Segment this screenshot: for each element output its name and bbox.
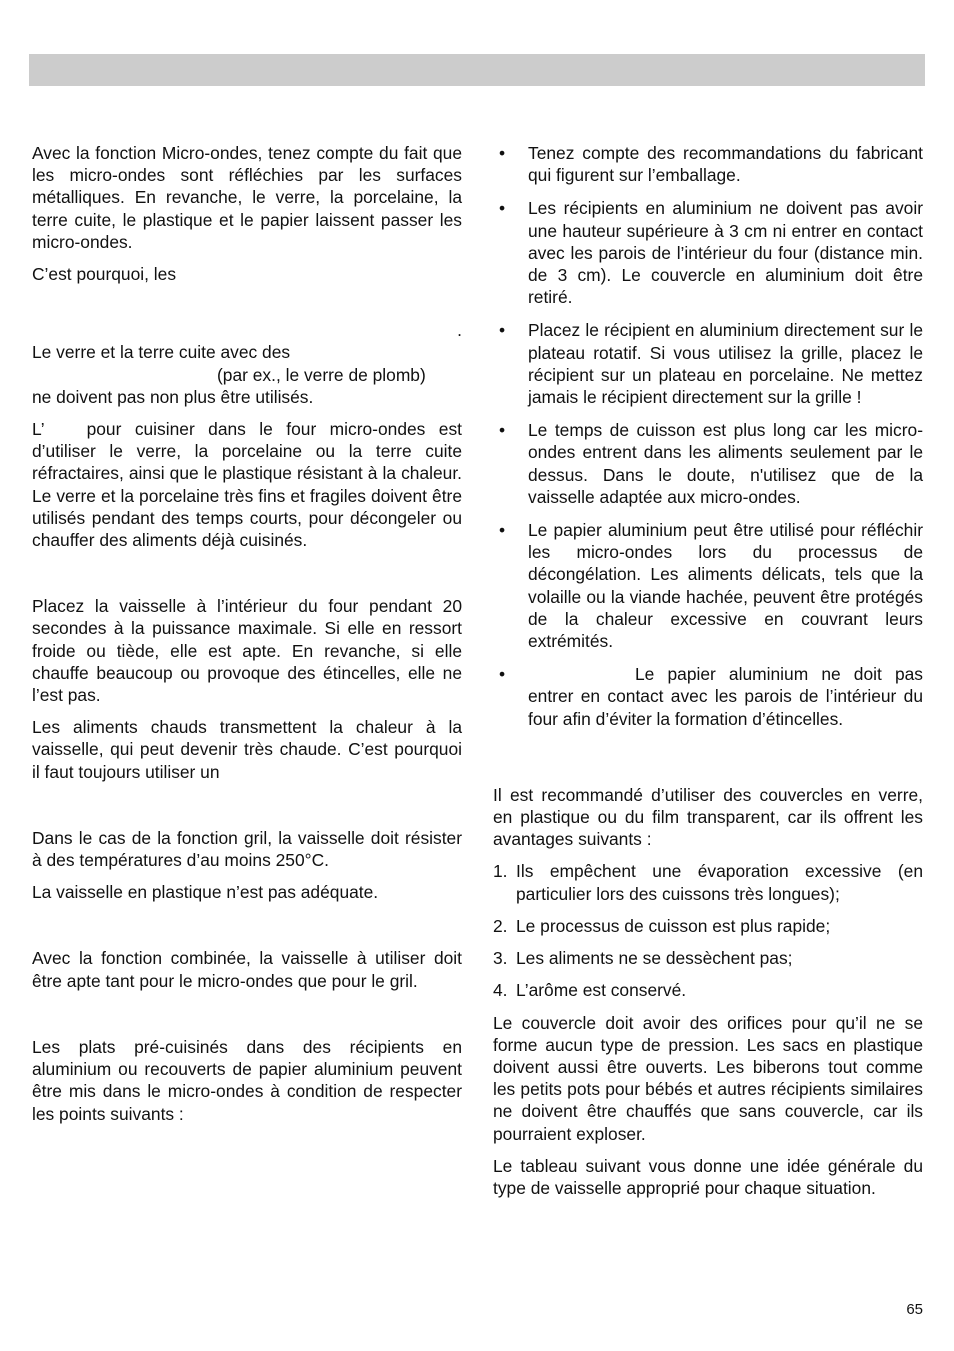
advantages-list [493, 860, 923, 1001]
paragraph-glass-line3: ne doivent pas non plus être utilisés. [32, 386, 314, 407]
paragraph-lid-holes: Le couvercle doit avoir des orifices pour qu’il ne se forme aucun type de pression. Les sacs en plastique doivent aussi être ouverts. Les biberons tout comme les petits pots pour bébés et autres récipients similaires ne doivent être chauffés que sans couvercle, car ils pourraient exploser. [493, 1012, 923, 1144]
page-number: 65 [906, 1301, 923, 1318]
bullet-icon: • [499, 420, 506, 441]
paragraph-glass-line2: (par ex., le verre de plomb) [217, 364, 426, 385]
right-column [493, 142, 923, 1199]
bullet-icon: • [499, 143, 506, 163]
paragraph-glass-line1: Le verre et la terre cuite avec des [32, 342, 291, 363]
paragraph-combined: Avec la fonction combinée, la vaisselle à utiliser doit être apte tant pour le micro-ondes que pour le gril. [32, 948, 462, 991]
bullet-icon: • [499, 198, 506, 219]
list-item: 3. Les aliments ne se dessèchent pas; [493, 948, 793, 969]
aluminium-bullet-list [493, 142, 923, 730]
paragraph-ideal-material [32, 418, 462, 551]
trailing-period: . [457, 320, 462, 341]
list-item: • Tenez compte des recommandations du fabricant qui figurent sur l’emballage. [499, 143, 923, 186]
paragraph-lids: Il est recommandé d’utiliser des couvercles en verre, en plastique ou du film transparent, car ils offrent les avantages suivants : [493, 784, 923, 850]
bullet-icon: • [499, 520, 506, 541]
paragraph-microwave-intro: Avec la fonction Micro-ondes, tenez compte du fait que les micro-ondes sont réfléchies par les surfaces métalliques. En revanche, le verre, la porcelaine, la terre cuite, le plastique et le papier laissent passer les micro-ondes. [32, 143, 462, 252]
paragraph-grill: Dans le cas de la fonction gril, la vaisselle doit résister à des températures d’au moins 250°C. [32, 827, 462, 871]
list-item: • Le papier aluminium ne doit pas entrer en contact avec les parois de l’intérieur du four afin d’éviter la formation d’étincelles. [499, 664, 923, 729]
paragraph-hot-food: Les aliments chauds transmettent la chaleur à la vaisselle, qui peut devenir très chaude. C’est pourquoi il faut toujours utiliser un [32, 717, 462, 782]
paragraph-test-dish: Placez la vaisselle à l’intérieur du four pendant 20 secondes à la puissance maximale. Si elle en ressort froide ou tiède, elle est apte. En revanche, si elle chauffe beaucoup ou provoque des étincelles, elle ne l’est pas. [32, 596, 462, 706]
list-item: • Les récipients en aluminium ne doivent pas avoir une hauteur supérieure à 3 cm ni entrer en contact avec les parois de l’intérieur du four (distance min. de 3 cm). Le couvercle en aluminium doit être retiré. [499, 198, 923, 308]
list-item: • Placez le récipient en aluminium directement sur le plateau rotatif. Si vous utilisez la grille, placez le récipient sur un plateau en porcelaine. Ne mettez jamais le récipient directement sur la grille ! [499, 320, 923, 408]
paragraph-table-intro: Le tableau suivant vous donne une idée générale du type de vaisselle approprié pour chaque situation. [493, 1155, 923, 1198]
header-bar [29, 54, 925, 86]
bullet-icon: • [499, 320, 506, 341]
left-column [32, 142, 462, 1125]
list-item: • Le temps de cuisson est plus long car les micro-ondes entrent dans les aliments seulement par le dessus. Dans le doute, n'utilisez que de la vaisselle adaptée aux micro-ondes. [499, 420, 923, 507]
list-item: 1. Ils empêchent une évaporation excessive (en particulier lors des cuissons très longues); [493, 861, 923, 904]
paragraph-plastic: La vaisselle en plastique n’est pas adéquate. [32, 882, 379, 903]
paragraph-ideal-rest: pour cuisiner dans le four micro-ondes est d’utiliser le verre, la porcelaine ou la terre cuite réfractaires, ainsi que le plastique résistant à la chaleur. Le verre et la porcelaine très fins et fragiles doivent être utilisés pendant des temps courts, pour décongeler ou chauffer des aliments déjà cuisinés. [32, 419, 462, 551]
list-item: 2. Le processus de cuisson est plus rapide; [493, 915, 831, 936]
bullet-icon: • [499, 664, 506, 685]
list-item: • Le papier aluminium peut être utilisé pour réfléchir les micro-ondes lors du processus de décongélation. Les aliments délicats, tels que la volaille ou la viande hachée, peuvent être protégés de la chaleur excessive en couvrant leurs extrémités. [499, 520, 923, 652]
paragraph-precooked: Les plats pré-cuisinés dans des récipients en aluminium ou recouverts de papier aluminium peuvent être mis dans le micro-ondes à condition de respecter les points suivants : [32, 1036, 462, 1124]
paragraph-why: C’est pourquoi, les [32, 264, 177, 285]
list-item: 4. L’arôme est conservé. [493, 980, 687, 1001]
paragraph-ideal-start: L’ [32, 419, 45, 440]
